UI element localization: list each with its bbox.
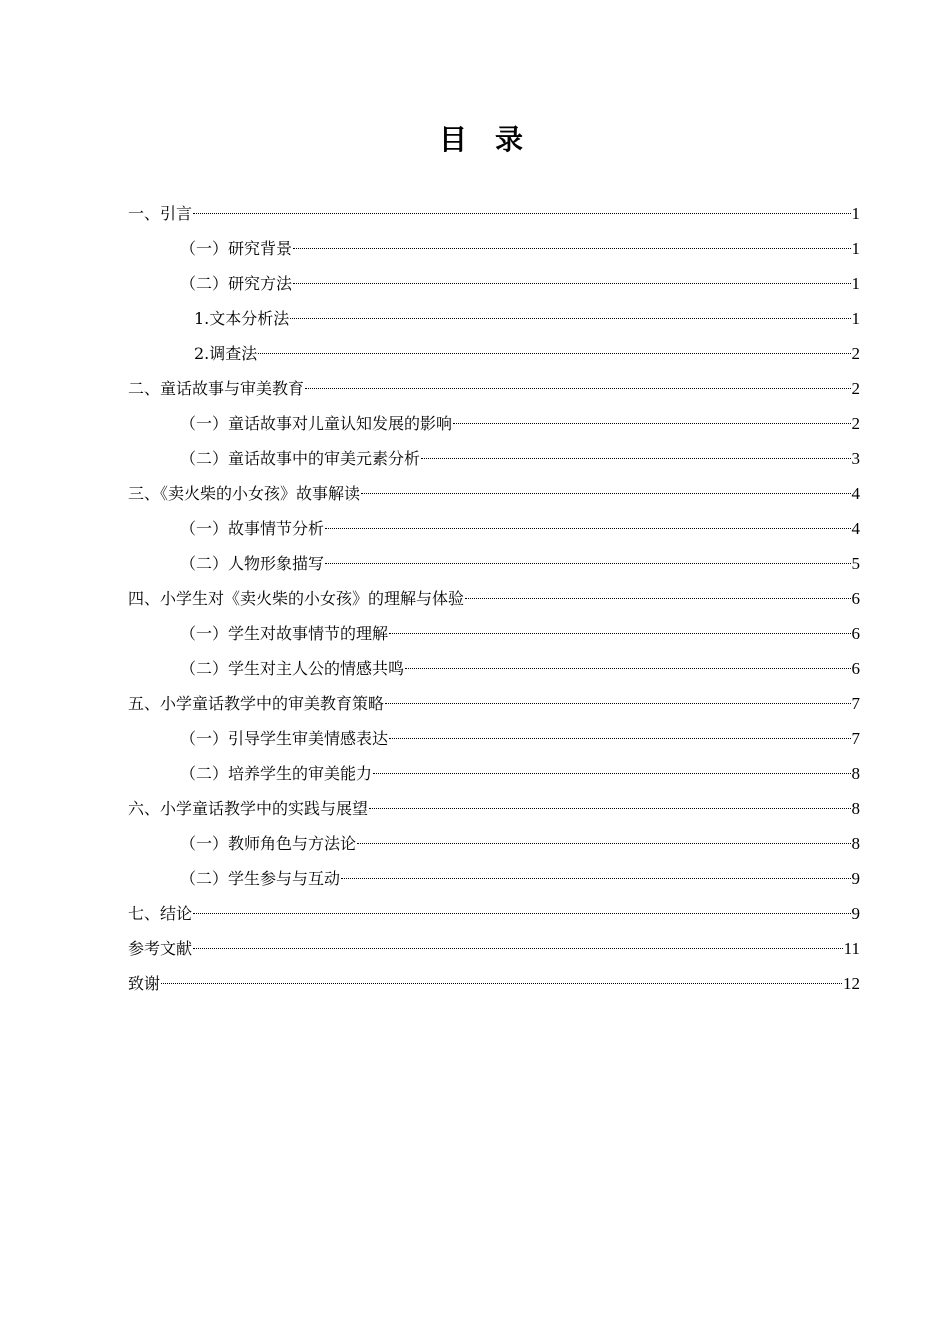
toc-entry-label: 2.调查法 xyxy=(194,344,258,363)
toc-entry-page: 8 xyxy=(851,799,860,818)
toc-entry-label: （二）学生参与与互动 xyxy=(180,869,341,888)
toc-entry-page: 7 xyxy=(851,729,860,748)
toc-entry[interactable] xyxy=(128,651,860,686)
toc-leader-dots xyxy=(373,773,850,774)
toc-entry-label: 四、小学生对《卖火柴的小女孩》的理解与体验 xyxy=(128,589,465,608)
toc-entry[interactable] xyxy=(128,931,860,966)
toc-entry-label: 二、童话故事与审美教育 xyxy=(128,379,305,398)
toc-entry[interactable] xyxy=(128,511,860,546)
toc-entry-page: 2 xyxy=(851,414,860,433)
toc-leader-dots xyxy=(385,703,850,704)
toc-entry-page: 6 xyxy=(851,589,860,608)
toc-entry-label: （二）学生对主人公的情感共鸣 xyxy=(180,659,405,678)
toc-leader-dots xyxy=(405,668,850,669)
toc-entry-page: 4 xyxy=(851,484,860,503)
toc-leader-dots xyxy=(357,843,850,844)
toc-entry-page: 1 xyxy=(851,239,860,258)
toc-entry[interactable] xyxy=(128,371,860,406)
toc-leader-dots xyxy=(453,423,850,424)
toc-entry[interactable] xyxy=(128,546,860,581)
toc-leader-dots xyxy=(361,493,850,494)
toc-entry[interactable] xyxy=(128,476,860,511)
toc-entry[interactable] xyxy=(128,826,860,861)
toc-entry-page: 4 xyxy=(851,519,860,538)
toc-entry-page: 2 xyxy=(851,379,860,398)
toc-entry-label: 六、小学童话教学中的实践与展望 xyxy=(128,799,369,818)
toc-entry-label: （二）研究方法 xyxy=(180,274,293,293)
toc-entry-label: 五、小学童话教学中的审美教育策略 xyxy=(128,694,385,713)
toc-entry[interactable] xyxy=(128,441,860,476)
toc-entry[interactable] xyxy=(128,616,860,651)
toc-entry-page: 1 xyxy=(851,309,860,328)
toc-entry-label: 三、《卖火柴的小女孩》故事解读 xyxy=(128,484,361,503)
toc-entry-label: 参考文献 xyxy=(128,939,193,958)
toc-entry-label: 七、结论 xyxy=(128,904,193,923)
toc-leader-dots xyxy=(293,283,850,284)
toc-entry[interactable] xyxy=(128,686,860,721)
toc-leader-dots xyxy=(325,563,850,564)
toc-entry[interactable] xyxy=(128,231,860,266)
toc-leader-dots xyxy=(305,388,850,389)
toc-leader-dots xyxy=(193,213,850,214)
toc-entry-page: 2 xyxy=(851,344,860,363)
toc-entry-label: （二）童话故事中的审美元素分析 xyxy=(180,449,421,468)
toc-entry-label: 致谢 xyxy=(128,974,161,993)
toc-entry-page: 9 xyxy=(851,869,860,888)
toc-entry-page: 5 xyxy=(851,554,860,573)
toc-leader-dots xyxy=(465,598,850,599)
toc-leader-dots xyxy=(290,318,850,319)
toc-leader-dots xyxy=(389,633,850,634)
toc-entry[interactable] xyxy=(128,756,860,791)
toc-entry[interactable] xyxy=(128,266,860,301)
toc-entry-label: 一、引言 xyxy=(128,204,193,223)
toc-entry[interactable] xyxy=(128,196,860,231)
toc-leader-dots xyxy=(193,948,843,949)
toc-title: 目录 xyxy=(438,123,551,156)
toc-entry-page: 12 xyxy=(843,974,860,993)
toc-leader-dots xyxy=(161,983,842,984)
toc-leader-dots xyxy=(389,738,850,739)
toc-entry-page: 11 xyxy=(843,939,860,958)
toc-leader-dots xyxy=(421,458,850,459)
toc-entry-page: 6 xyxy=(851,659,860,678)
toc-entry-page: 7 xyxy=(851,694,860,713)
toc-entry-page: 3 xyxy=(851,449,860,468)
toc-entry-label: （一）教师角色与方法论 xyxy=(180,834,357,853)
toc-entry-label: （二）人物形象描写 xyxy=(180,554,325,573)
toc-leader-dots xyxy=(258,353,850,354)
toc-entry-label: 1.文本分析法 xyxy=(194,309,290,328)
toc-entry-page: 8 xyxy=(851,834,860,853)
toc-leader-dots xyxy=(369,808,850,809)
toc-entry-page: 8 xyxy=(851,764,860,783)
toc-entry[interactable] xyxy=(128,861,860,896)
toc-list xyxy=(128,196,860,1001)
toc-entry[interactable] xyxy=(128,896,860,931)
toc-entry[interactable] xyxy=(128,721,860,756)
toc-entry-label: （一）故事情节分析 xyxy=(180,519,325,538)
toc-entry-page: 1 xyxy=(851,204,860,223)
toc-entry-page: 1 xyxy=(851,274,860,293)
toc-entry[interactable] xyxy=(128,966,860,1001)
toc-entry-page: 9 xyxy=(851,904,860,923)
toc-entry[interactable] xyxy=(128,301,860,336)
toc-entry-label: （一）童话故事对儿童认知发展的影响 xyxy=(180,414,453,433)
toc-entry-label: （一）学生对故事情节的理解 xyxy=(180,624,389,643)
toc-leader-dots xyxy=(193,913,850,914)
toc-entry[interactable] xyxy=(128,581,860,616)
toc-entry-label: （一）研究背景 xyxy=(180,239,293,258)
toc-leader-dots xyxy=(293,248,850,249)
toc-leader-dots xyxy=(325,528,850,529)
toc-entry-label: （一）引导学生审美情感表达 xyxy=(180,729,389,748)
toc-entry-label: （二）培养学生的审美能力 xyxy=(180,764,373,783)
toc-entry-page: 6 xyxy=(851,624,860,643)
toc-entry[interactable] xyxy=(128,336,860,371)
toc-leader-dots xyxy=(341,878,850,879)
toc-entry[interactable] xyxy=(128,406,860,441)
toc-entry[interactable] xyxy=(128,791,860,826)
